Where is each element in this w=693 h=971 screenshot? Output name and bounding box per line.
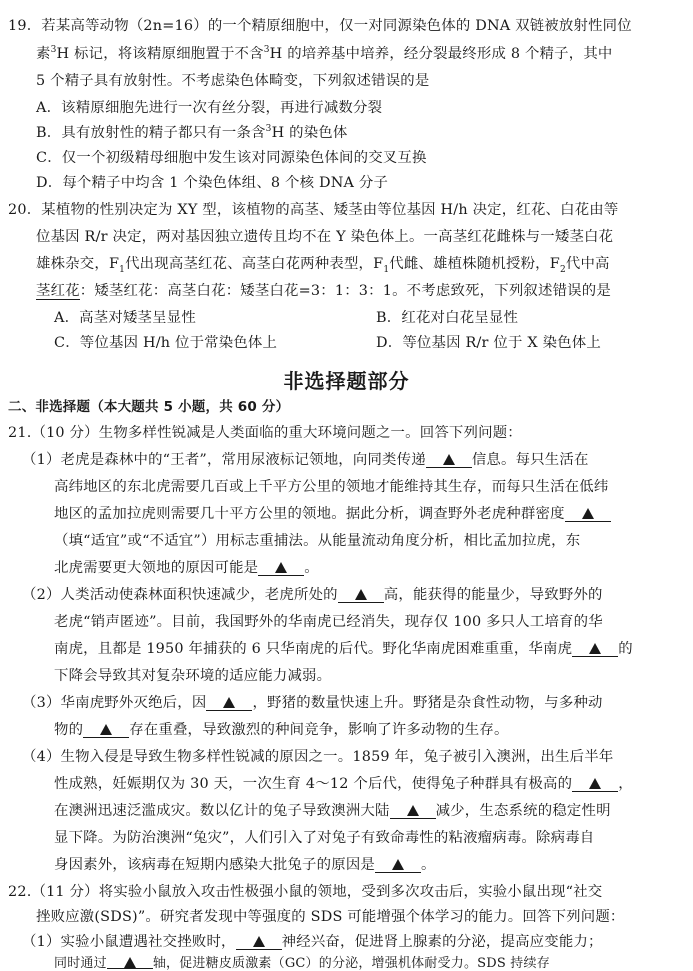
q20-line1: 20．某植物的性别决定为 XY 型，该植物的高茎、矮茎由等位基因 H/h 决定，红花、白花由等 [8, 202, 619, 218]
answer-blank[interactable] [236, 934, 282, 950]
q21-p1-line3: 地区的孟加拉虎则需要几十平方公里的领地。据此分析，调查野外老虎种群密度 [54, 502, 611, 523]
triangle-icon [124, 957, 136, 968]
q21-p3-line2: 物的 存在重叠，导致激烈的种间竞争，影响了许多动物的生存。 [54, 722, 509, 738]
q19-line1: 19．若某高等动物（2n=16）的一个精原细胞中，仅一对同源染色体的 DNA 双链被放射性同位 [8, 18, 632, 34]
q20-option-a: A．高茎对矮茎呈显性 [54, 310, 196, 326]
q21-p1-line2: 高纬地区的东北虎需要几百或上千平方公里的领地才能维持其生存，而每只生活在低纬 [54, 479, 609, 495]
q21-p2-line2: 老虎“销声匿迹”。目前，我国野外的华南虎已经消失，现存仅 100 多只人工培育的华 [54, 614, 603, 630]
triangle-icon [355, 589, 367, 600]
q21-p4-line5: 身因素外，该病毒在短期内感染大批兔子的原因是 。 [54, 857, 436, 873]
triangle-icon [589, 778, 601, 789]
triangle-icon [275, 562, 287, 573]
triangle-icon [100, 724, 112, 735]
answer-blank[interactable] [375, 857, 421, 873]
q21-p4-line2: 性成熟，妊娠期仅为 30 天，一次生育 4～12 个后代，使得兔子种群具有极高的 ， [54, 776, 633, 792]
answer-blank[interactable] [565, 506, 611, 522]
q22-line3: （1）实验小鼠遭遇社交挫败时， 神经兴奋，促进肾上腺素的分泌，提高应变能力； [22, 934, 603, 950]
triangle-icon [582, 508, 594, 519]
q21-p1-line5: 北虎需要更大领地的原因可能是 。 [54, 560, 319, 576]
q21-p2-line1: （2）人类活动使森林面积快速减少，老虎所处的 高，能获得的能量少，导致野外的 [22, 587, 603, 603]
triangle-icon [223, 697, 235, 708]
q22-line1: 22.（11 分）将实验小鼠放入攻击性极强小鼠的领地，受到多次攻击后，实验小鼠出现“社交 [8, 884, 603, 900]
answer-blank[interactable] [107, 956, 153, 969]
q20-line3: 雄株杂交，$F_1$代出现高茎红花、高茎白花两种表型，$F_1$代雌、雄植株随机授粉，$F_2$代中高 [36, 256, 610, 275]
q20-option-c: C．等位基因 H/h 位于常染色体上 [54, 335, 278, 351]
triangle-icon [407, 805, 419, 816]
q20-option-d: D．等位基因 R/r 位于 X 染色体上 [376, 335, 601, 351]
answer-blank[interactable] [206, 695, 252, 711]
answer-blank[interactable] [426, 452, 472, 468]
section-subtitle: 二、非选择题（本大题共 5 小题，共 60 分） [8, 399, 290, 415]
q20-line2: 位基因 R/r 决定，两对基因独立遗传且均不在 Y 染色体上。一高茎红花雌株与一矮茎白花 [36, 229, 614, 245]
q19-option-c: C．仅一个初级精母细胞中发生该对同源染色体间的交叉互换 [36, 150, 427, 166]
answer-blank[interactable] [258, 560, 304, 576]
answer-blank[interactable] [390, 803, 436, 819]
q20-line4: 茎红花：矮茎红花：高茎白花：矮茎白花=3：1：3：1。不考虑致死，下列叙述错误的是 [36, 283, 611, 299]
q21-p1-line1: （1）老虎是森林中的“王者”，常用尿液标记领地，向同类传递 信息。每只生活在 [22, 452, 589, 468]
answer-blank[interactable] [572, 776, 618, 792]
triangle-icon [589, 643, 601, 654]
answer-blank[interactable] [572, 641, 618, 657]
q19-option-a: A．该精原细胞先进行一次有丝分裂，再进行减数分裂 [36, 100, 383, 116]
triangle-icon [443, 454, 455, 465]
q19-option-d: D．每个精子中均含 1 个染色体组、8 个核 DNA 分子 [36, 175, 389, 191]
q22-line4: 同时通过 轴，促进糖皮质激素（GC）的分泌，增强机体耐受力。SDS 持续存 [54, 956, 550, 971]
answer-blank[interactable] [338, 587, 384, 603]
q19-option-b: B．具有放射性的精子都只有一条含$^3$H 的染色体 [36, 124, 348, 141]
q21-p4-line1: （4）生物入侵是导致生物多样性锐减的原因之一。1859 年，兔子被引入澳洲，出生后半年 [22, 749, 614, 765]
q21-head: 21.（10 分）生物多样性锐减是人类面临的重大环境问题之一。回答下列问题： [8, 425, 522, 441]
section-title: 非选择题部分 [283, 369, 410, 393]
q21-p2-line4: 下降会导致其对复杂环境的适应能力减弱。 [54, 668, 332, 684]
answer-blank[interactable] [83, 722, 129, 738]
q21-p1-line4: （填“适宜”或“不适宜”）用标志重捕法。从能量流动角度分析，相比孟加拉虎，东 [54, 533, 581, 549]
q21-p3-line1: （3）华南虎野外灭绝后，因 ，野猪的数量快速上升。野猪是杂食性动物，与多种动 [22, 695, 603, 711]
q21-p4-line3: 在澳洲迅速泛滥成灾。数以亿计的兔子导致澳洲大陆 减少，生态系统的稳定性明 [54, 803, 611, 819]
q22-line2: 挫败应激(SDS)”。研究者发现中等强度的 SDS 可能增强个体学习的能力。回答下列问题： [36, 909, 625, 925]
q21-p2-line3: 南虎，且都是 1950 年捕获的 6 只华南虎的后代。野化华南虎困难重重，华南虎 的 [54, 641, 633, 657]
q19-line3: 5 个精子具有放射性。不考虑染色体畸变，下列叙述错误的是 [36, 73, 430, 89]
triangle-icon [392, 859, 404, 870]
q20-option-b: B．红花对白花呈显性 [376, 310, 519, 326]
q19-line2: 素$^3$H 标记，将该精原细胞置于不含$^3$H 的培养基中培养，经分裂最终形成 8 个精子，其中 [36, 45, 613, 62]
q21-p4-line4: 显下降。为防治澳洲“兔灾”，人们引入了对兔子有致命毒性的粘液瘤病毒。除病毒自 [54, 830, 595, 846]
triangle-icon [253, 936, 265, 947]
